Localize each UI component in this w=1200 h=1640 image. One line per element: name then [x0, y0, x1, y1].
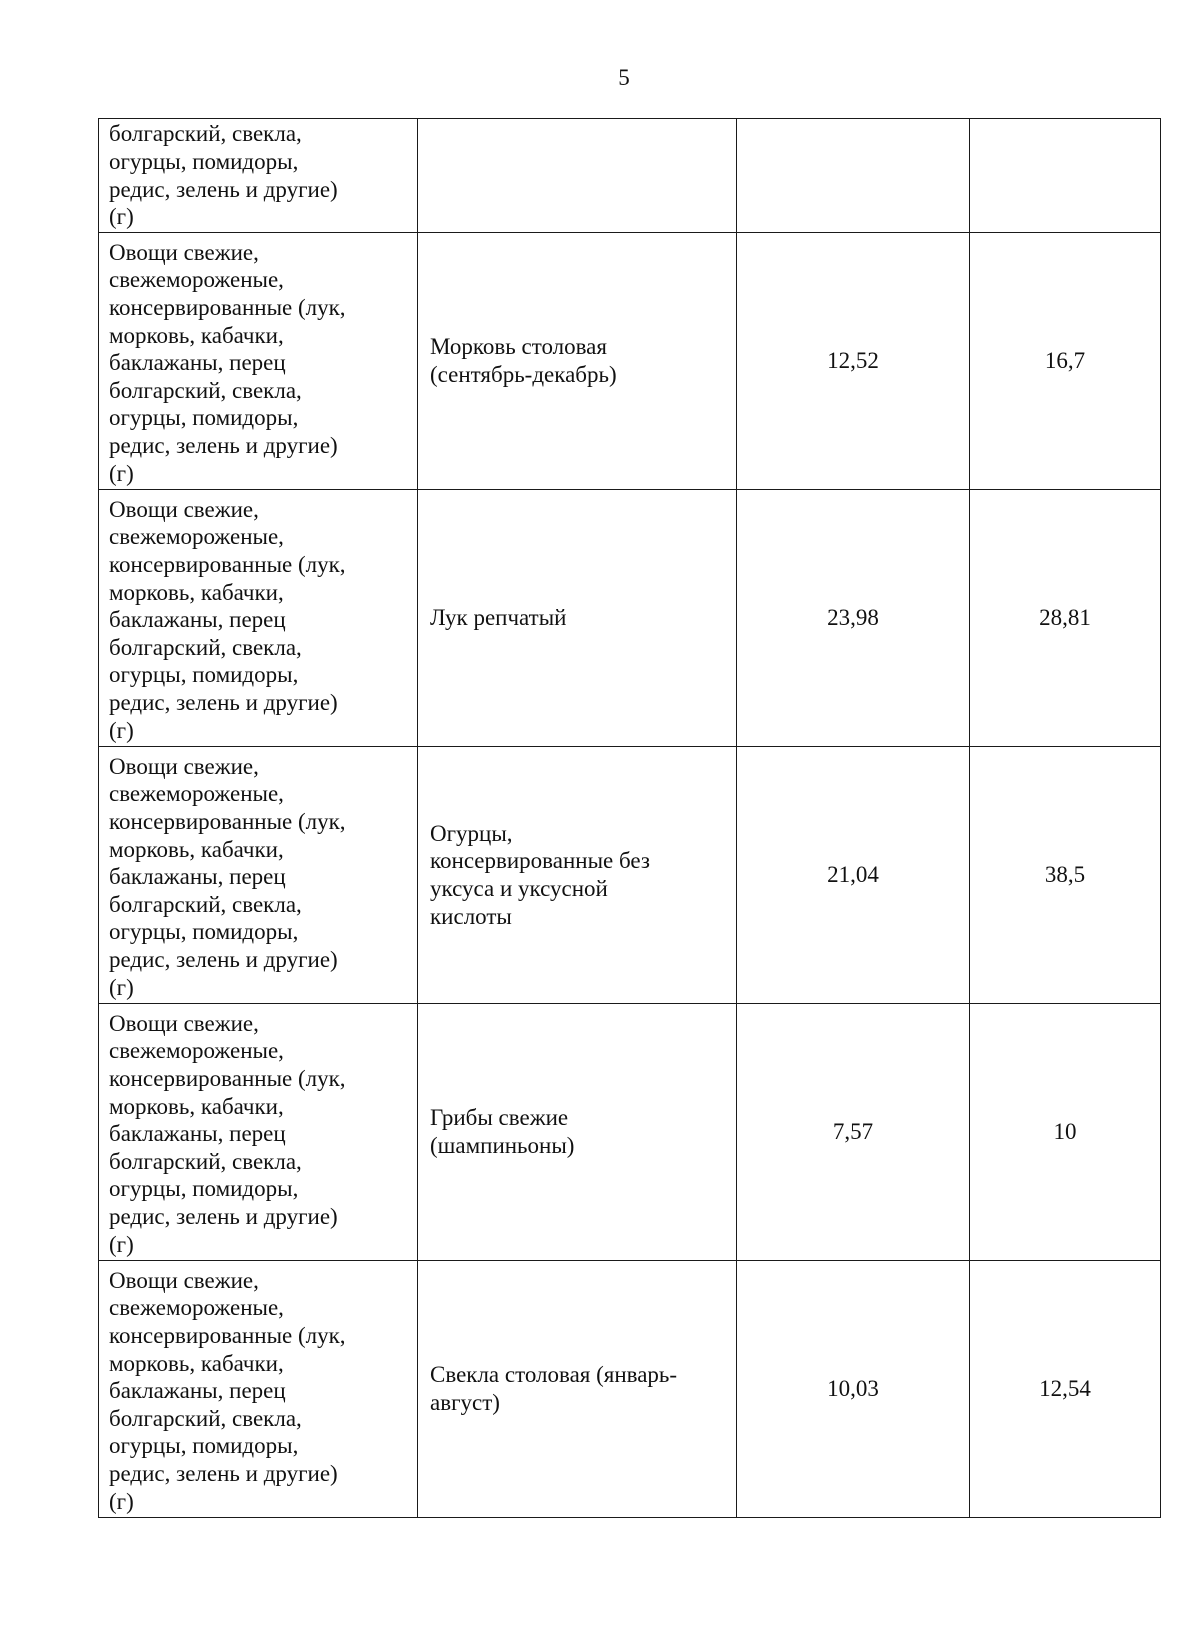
- value2-cell: [970, 119, 1161, 233]
- value1-cell: 10,03: [737, 1261, 970, 1518]
- value1-cell: 21,04: [737, 747, 970, 1004]
- product-cell: Лук репчатый: [418, 490, 737, 747]
- norms-table: [98, 118, 1161, 1518]
- product-cell: Грибы свежие (шампиньоны): [418, 1004, 737, 1261]
- value2-cell: 10: [970, 1004, 1161, 1261]
- value1-cell: 12,52: [737, 233, 970, 490]
- page-number: 5: [618, 65, 630, 90]
- category-cell: Овощи свежие, свежемороженые, консервированные (лук, морковь, кабачки, баклажаны, перец болгарский, свекла, огурцы, помидоры, редис, зелень и другие) (г): [99, 1004, 418, 1261]
- product-cell: [418, 119, 737, 233]
- table-row: [99, 119, 1161, 233]
- product-cell: Свекла столовая (январь- август): [418, 1261, 737, 1518]
- category-cell: Овощи свежие, свежемороженые, консервированные (лук, морковь, кабачки, баклажаны, перец болгарский, свекла, огурцы, помидоры, редис, зелень и другие) (г): [99, 233, 418, 490]
- category-cell: болгарский, свекла, огурцы, помидоры, редис, зелень и другие) (г): [99, 119, 418, 233]
- table-row: [99, 233, 1161, 490]
- value2-cell: 38,5: [970, 747, 1161, 1004]
- category-cell: Овощи свежие, свежемороженые, консервированные (лук, морковь, кабачки, баклажаны, перец болгарский, свекла, огурцы, помидоры, редис, зелень и другие) (г): [99, 1261, 418, 1518]
- value1-cell: 23,98: [737, 490, 970, 747]
- table-row: [99, 747, 1161, 1004]
- table-row: [99, 1261, 1161, 1518]
- table-row: [99, 1004, 1161, 1261]
- value2-cell: 12,54: [970, 1261, 1161, 1518]
- value2-cell: 16,7: [970, 233, 1161, 490]
- value1-cell: [737, 119, 970, 233]
- product-cell: Огурцы, консервированные без уксуса и уксусной кислоты: [418, 747, 737, 1004]
- product-cell: Морковь столовая (сентябрь-декабрь): [418, 233, 737, 490]
- value1-cell: 7,57: [737, 1004, 970, 1261]
- value2-cell: 28,81: [970, 490, 1161, 747]
- category-cell: Овощи свежие, свежемороженые, консервированные (лук, морковь, кабачки, баклажаны, перец болгарский, свекла, огурцы, помидоры, редис, зелень и другие) (г): [99, 490, 418, 747]
- table-row: [99, 490, 1161, 747]
- category-cell: Овощи свежие, свежемороженые, консервированные (лук, морковь, кабачки, баклажаны, перец болгарский, свекла, огурцы, помидоры, редис, зелень и другие) (г): [99, 747, 418, 1004]
